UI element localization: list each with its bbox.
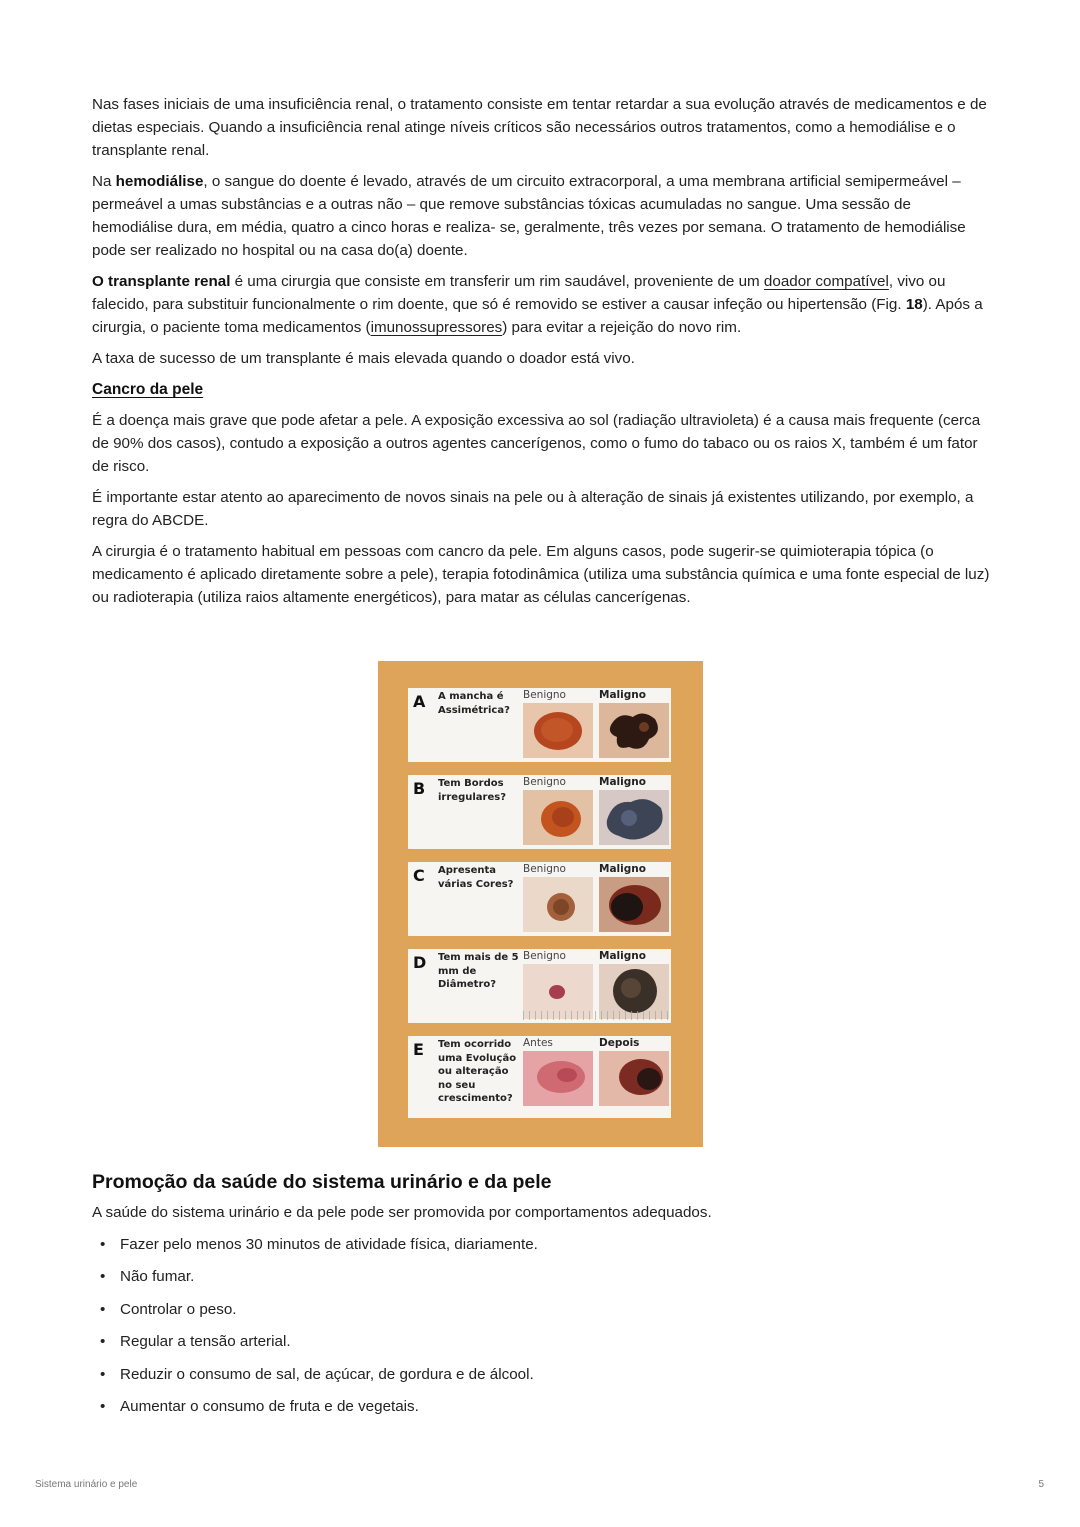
card-letter: C — [413, 866, 425, 885]
footer-chapter-title: Sistema urinário e pele — [35, 1479, 138, 1490]
term-hemodialysis: hemodiálise — [115, 173, 204, 190]
after-mole-image — [599, 1051, 669, 1106]
abcde-figure — [378, 661, 703, 1147]
card-letter: E — [413, 1040, 424, 1059]
section-intro: A saúde do sistema urinário e da pele pode ser promovida por comportamentos adequados. — [92, 1204, 712, 1221]
main-content — [92, 93, 992, 617]
malignant-label: Maligno — [599, 863, 646, 875]
list-item: • Não fumar. — [92, 1265, 992, 1288]
card-question: Tem ocorrido uma Evolução ou alteração no seu crescimento? — [438, 1039, 517, 1104]
text-span: Na — [92, 173, 116, 190]
list-item: • Aumentar o consumo de fruta e de vegetais. — [92, 1395, 992, 1418]
list-item: • Controlar o peso. — [92, 1298, 992, 1321]
text-span: , vivo ou falecido, para substituir funcionalmente o rim doente, que só é removido se estiver a causar infeção ou hipertensão (Fig. — [92, 273, 946, 313]
page-number: 5 — [1038, 1479, 1044, 1490]
card-letter: D — [413, 953, 427, 972]
term-transplant: O transplante renal — [92, 273, 231, 290]
before-mole-image — [523, 1051, 593, 1106]
recommendations-list — [92, 1233, 992, 1418]
list-item: • Reduzir o consumo de sal, de açúcar, de gordura e de álcool. — [92, 1363, 992, 1386]
before-label: Antes — [523, 1037, 553, 1049]
paragraph-success-rate: A taxa de sucesso de um transplante é mais elevada quando o doador está vivo. — [92, 350, 635, 367]
text-span: ) para evitar a rejeição do novo rim. — [502, 319, 742, 336]
abcde-card-b — [408, 775, 671, 849]
section-title: Promoção da saúde do sistema urinário e da pele — [92, 1171, 552, 1193]
card-letter: B — [413, 779, 426, 798]
card-question: Tem mais de 5 mm de Diâmetro? — [438, 952, 519, 990]
malignant-label: Maligno — [599, 689, 646, 701]
text-span: , o sangue do doente é levado, através de um circuito extracorporal, a uma membrana artificial semipermeável – permeável a umas substâncias e a outras não – que remove substâncias tóxicas acumuladas no sangue. Uma sessão de hemodiálise dura, em média, quatro a cinco horas e realiza- se, geralmente, três vezes por semana. O tratamento de hemodiálise pode ser realizado no hospital ou na casa do(a) doente. — [92, 173, 966, 259]
paragraph-abcde-rule: É importante estar atento ao aparecimento de novos sinais na pele ou à alteração de sinais já existentes utilizando, por exemplo, a regra do ABCDE. — [92, 489, 974, 529]
paragraph-renal-treatment: Nas fases iniciais de uma insuficiência renal, o tratamento consiste em tentar retardar a sua evolução através de medicamentos e de dietas especiais. Quando a insuficiência renal atinge níveis críticos são necessários outros tratamentos, como a hemodiálise e o transplante renal. — [92, 96, 987, 159]
health-promotion-section — [92, 1169, 992, 1427]
paragraph-hemodialysis — [92, 170, 992, 262]
term-compatible-donor[interactable]: doador compatível — [763, 273, 889, 290]
benign-label: Benigno — [523, 776, 566, 788]
benign-label: Benigno — [523, 689, 566, 701]
malignant-label: Maligno — [599, 776, 646, 788]
list-item: • Regular a tensão arterial. — [92, 1330, 992, 1353]
card-question: Tem Bordos irregulares? — [438, 778, 506, 803]
card-question: Apresenta várias Cores? — [438, 865, 514, 890]
paragraph-treatment: A cirurgia é o tratamento habitual em pessoas com cancro da pele. Em alguns casos, pode sugerir-se quimioterapia tópica (o medicamento é aplicado diretamente sobre a pele), terapia fotodinâmica (utiliza uma substância química e uma fonte especial de luz) ou radioterapia (utiliza raios altamente energéticos), para matar as células cancerígenas. — [92, 543, 990, 606]
benign-mole-image — [523, 703, 593, 758]
term-immunosuppressants[interactable]: imunossupressores — [370, 319, 503, 336]
abcde-card-c — [408, 862, 671, 936]
abcde-card-a — [408, 688, 671, 762]
card-letter: A — [413, 692, 426, 711]
text-span: é uma cirurgia que consiste em transferir um rim saudável, proveniente de um — [230, 273, 764, 290]
list-item: • Fazer pelo menos 30 minutos de atividade física, diariamente. — [92, 1233, 992, 1256]
malignant-label: Maligno — [599, 950, 646, 962]
malignant-mole-image — [599, 703, 669, 758]
paragraph-transplant — [92, 270, 992, 339]
text-span: ). Após a cirurgia, o paciente toma medicamentos ( — [92, 296, 983, 336]
malignant-mole-image — [599, 790, 669, 845]
figure-reference: 18 — [905, 296, 923, 313]
card-question: A mancha é Assimétrica? — [438, 691, 510, 716]
after-label: Depois — [599, 1037, 640, 1049]
abcde-card-e — [408, 1036, 671, 1118]
benign-mole-image — [523, 790, 593, 845]
benign-label: Benigno — [523, 950, 566, 962]
heading-skin-cancer: Cancro da pele — [92, 381, 204, 398]
abcde-card-d — [408, 949, 671, 1023]
paragraph-skin-cancer: É a doença mais grave que pode afetar a pele. A exposição excessiva ao sol (radiação ultravioleta) é a causa mais frequente (cerca de 90% dos casos), contudo a exposição a outros agentes cancerígenos, como o fumo do tabaco ou os raios X, também é um fator de risco. — [92, 412, 981, 475]
benign-label: Benigno — [523, 863, 566, 875]
malignant-mole-image — [599, 877, 669, 932]
benign-mole-image — [523, 877, 593, 932]
ruler-scale — [523, 1011, 671, 1020]
